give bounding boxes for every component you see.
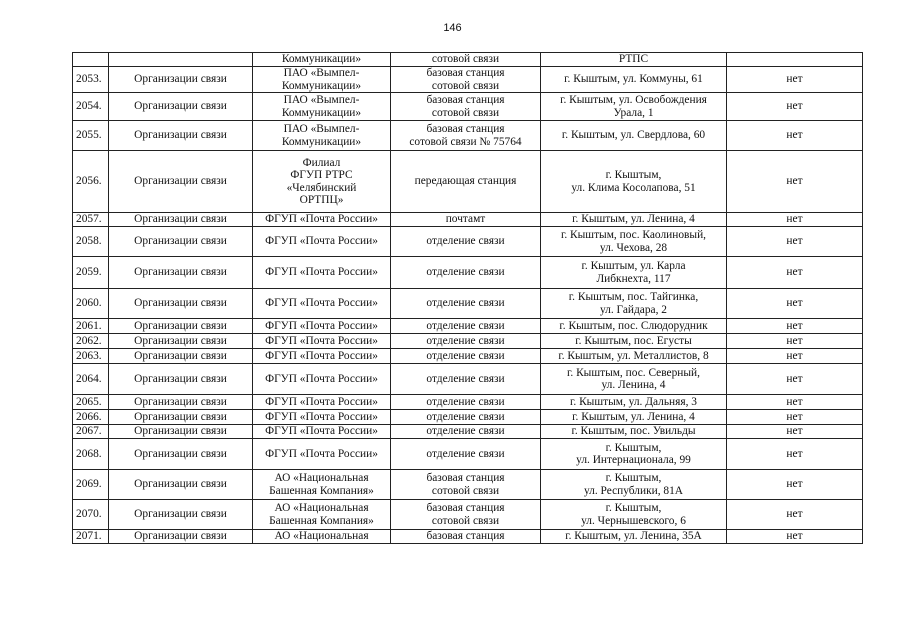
cell-address: г. Кыштым, пос. Северный, ул. Ленина, 4 (541, 364, 727, 395)
cell-address: г. Кыштым, ул. Коммуны, 61 (541, 67, 727, 93)
cell-category: Организации связи (109, 93, 253, 121)
cell-status: нет (727, 213, 863, 227)
cell-row-number: 2071. (73, 530, 109, 544)
table-row (73, 93, 863, 121)
cell-object-type: отделение связи (391, 334, 541, 349)
cell-address: г. Кыштым, ул. Свердлова, 60 (541, 121, 727, 151)
cell-object-type: передающая станция (391, 151, 541, 213)
cell-category: Организации связи (109, 364, 253, 395)
table-row (73, 439, 863, 470)
cell-organization: ПАО «Вымпел- Коммуникации» (253, 93, 391, 121)
cell-object-type: отделение связи (391, 425, 541, 439)
cell-status: нет (727, 349, 863, 364)
cell-category: Организации связи (109, 410, 253, 425)
cell-object-type: отделение связи (391, 289, 541, 319)
cell-status: нет (727, 364, 863, 395)
cell-status: нет (727, 121, 863, 151)
cell-status: нет (727, 425, 863, 439)
cell-row-number: 2057. (73, 213, 109, 227)
cell-address: г. Кыштым, ул. Интернационала, 99 (541, 439, 727, 470)
cell-address: г. Кыштым, пос. Тайгинка, ул. Гайдара, 2 (541, 289, 727, 319)
table-row (73, 227, 863, 257)
cell-organization: ПАО «Вымпел- Коммуникации» (253, 67, 391, 93)
cell-organization: ФГУП «Почта России» (253, 257, 391, 289)
cell-organization: ФГУП «Почта России» (253, 319, 391, 334)
registry-body (73, 53, 863, 544)
cell-status: нет (727, 227, 863, 257)
cell-row-number: 2061. (73, 319, 109, 334)
table-row (73, 349, 863, 364)
cell-row-number: 2056. (73, 151, 109, 213)
cell-status: нет (727, 470, 863, 500)
cell-object-type: отделение связи (391, 364, 541, 395)
cell-organization: ФГУП «Почта России» (253, 439, 391, 470)
cell-address: г. Кыштым, ул. Ленина, 35А (541, 530, 727, 544)
cell-row-number: 2060. (73, 289, 109, 319)
cell-category: Организации связи (109, 425, 253, 439)
cell-row-number: 2053. (73, 67, 109, 93)
cell-row-number: 2059. (73, 257, 109, 289)
cell-status: нет (727, 151, 863, 213)
cell-organization: ФГУП «Почта России» (253, 425, 391, 439)
table-row (73, 289, 863, 319)
cell-category: Организации связи (109, 151, 253, 213)
cell-row-number: 2054. (73, 93, 109, 121)
cell-row-number: 2062. (73, 334, 109, 349)
cell-object-type: отделение связи (391, 257, 541, 289)
table-row (73, 395, 863, 410)
cell-status: нет (727, 395, 863, 410)
cell-status (727, 53, 863, 67)
cell-category: Организации связи (109, 349, 253, 364)
cell-row-number: 2063. (73, 349, 109, 364)
cell-address: г. Кыштым, ул. Чернышевского, 6 (541, 500, 727, 530)
cell-status: нет (727, 93, 863, 121)
cell-category: Организации связи (109, 213, 253, 227)
cell-category: Организации связи (109, 289, 253, 319)
cell-object-type: отделение связи (391, 410, 541, 425)
cell-object-type: базовая станция (391, 530, 541, 544)
cell-object-type: базовая станция сотовой связи № 75764 (391, 121, 541, 151)
cell-category: Организации связи (109, 470, 253, 500)
cell-address: РТПС (541, 53, 727, 67)
cell-address: г. Кыштым, ул. Металлистов, 8 (541, 349, 727, 364)
cell-organization: ФГУП «Почта России» (253, 289, 391, 319)
cell-category: Организации связи (109, 530, 253, 544)
table-row (73, 364, 863, 395)
cell-row-number: 2058. (73, 227, 109, 257)
cell-organization: ФГУП «Почта России» (253, 410, 391, 425)
table-row (73, 151, 863, 213)
cell-category: Организации связи (109, 67, 253, 93)
cell-address: г. Кыштым, пос. Слюдорудник (541, 319, 727, 334)
cell-category: Организации связи (109, 319, 253, 334)
cell-status: нет (727, 67, 863, 93)
cell-row-number: 2064. (73, 364, 109, 395)
cell-category: Организации связи (109, 500, 253, 530)
cell-object-type: отделение связи (391, 349, 541, 364)
table-row (73, 53, 863, 67)
cell-object-type: отделение связи (391, 319, 541, 334)
cell-address: г. Кыштым, ул. Республики, 81А (541, 470, 727, 500)
cell-row-number: 2067. (73, 425, 109, 439)
cell-organization: ФГУП «Почта России» (253, 334, 391, 349)
cell-address: г. Кыштым, пос. Егусты (541, 334, 727, 349)
cell-status: нет (727, 289, 863, 319)
table-row (73, 213, 863, 227)
cell-status: нет (727, 530, 863, 544)
cell-address: г. Кыштым, ул. Освобождения Урала, 1 (541, 93, 727, 121)
cell-address: г. Кыштым, ул. Ленина, 4 (541, 410, 727, 425)
cell-object-type: почтамт (391, 213, 541, 227)
cell-category: Организации связи (109, 121, 253, 151)
page-number: 146 (443, 22, 462, 34)
cell-organization: ПАО «Вымпел- Коммуникации» (253, 121, 391, 151)
cell-address: г. Кыштым, пос. Каолиновый, ул. Чехова, 28 (541, 227, 727, 257)
cell-organization: Коммуникации» (253, 53, 391, 67)
cell-category: Организации связи (109, 334, 253, 349)
cell-status: нет (727, 334, 863, 349)
table-row (73, 319, 863, 334)
table-row (73, 500, 863, 530)
cell-address: г. Кыштым, ул. Карла Либкнехта, 117 (541, 257, 727, 289)
cell-row-number: 2068. (73, 439, 109, 470)
table-row (73, 67, 863, 93)
cell-status: нет (727, 410, 863, 425)
table-row (73, 470, 863, 500)
cell-row-number: 2065. (73, 395, 109, 410)
cell-object-type: базовая станция сотовой связи (391, 470, 541, 500)
cell-organization: АО «Национальная Башенная Компания» (253, 500, 391, 530)
table-row (73, 334, 863, 349)
cell-row-number: 2070. (73, 500, 109, 530)
cell-object-type: отделение связи (391, 439, 541, 470)
cell-row-number: 2066. (73, 410, 109, 425)
cell-category: Организации связи (109, 439, 253, 470)
cell-address: г. Кыштым, ул. Дальняя, 3 (541, 395, 727, 410)
cell-organization: ФГУП «Почта России» (253, 227, 391, 257)
cell-row-number (73, 53, 109, 67)
table-row (73, 121, 863, 151)
table-row (73, 410, 863, 425)
cell-address: г. Кыштым, пос. Увильды (541, 425, 727, 439)
registry-table (72, 52, 863, 544)
cell-status: нет (727, 319, 863, 334)
cell-object-type: базовая станция сотовой связи (391, 67, 541, 93)
cell-organization: АО «Национальная (253, 530, 391, 544)
cell-object-type: отделение связи (391, 227, 541, 257)
cell-organization: ФГУП «Почта России» (253, 364, 391, 395)
cell-status: нет (727, 439, 863, 470)
cell-category: Организации связи (109, 395, 253, 410)
cell-organization: Филиал ФГУП РТРС «Челябинский ОРТПЦ» (253, 151, 391, 213)
cell-object-type: отделение связи (391, 395, 541, 410)
table-row (73, 257, 863, 289)
cell-category: Организации связи (109, 227, 253, 257)
cell-object-type: базовая станция сотовой связи (391, 93, 541, 121)
cell-object-type: базовая станция сотовой связи (391, 500, 541, 530)
table-row (73, 425, 863, 439)
cell-organization: ФГУП «Почта России» (253, 213, 391, 227)
cell-status: нет (727, 257, 863, 289)
cell-row-number: 2055. (73, 121, 109, 151)
cell-address: г. Кыштым, ул. Клима Косолапова, 51 (541, 151, 727, 213)
cell-object-type: сотовой связи (391, 53, 541, 67)
cell-status: нет (727, 500, 863, 530)
cell-row-number: 2069. (73, 470, 109, 500)
cell-category: Организации связи (109, 257, 253, 289)
cell-organization: ФГУП «Почта России» (253, 349, 391, 364)
cell-address: г. Кыштым, ул. Ленина, 4 (541, 213, 727, 227)
cell-category (109, 53, 253, 67)
table-row (73, 530, 863, 544)
cell-organization: АО «Национальная Башенная Компания» (253, 470, 391, 500)
cell-organization: ФГУП «Почта России» (253, 395, 391, 410)
